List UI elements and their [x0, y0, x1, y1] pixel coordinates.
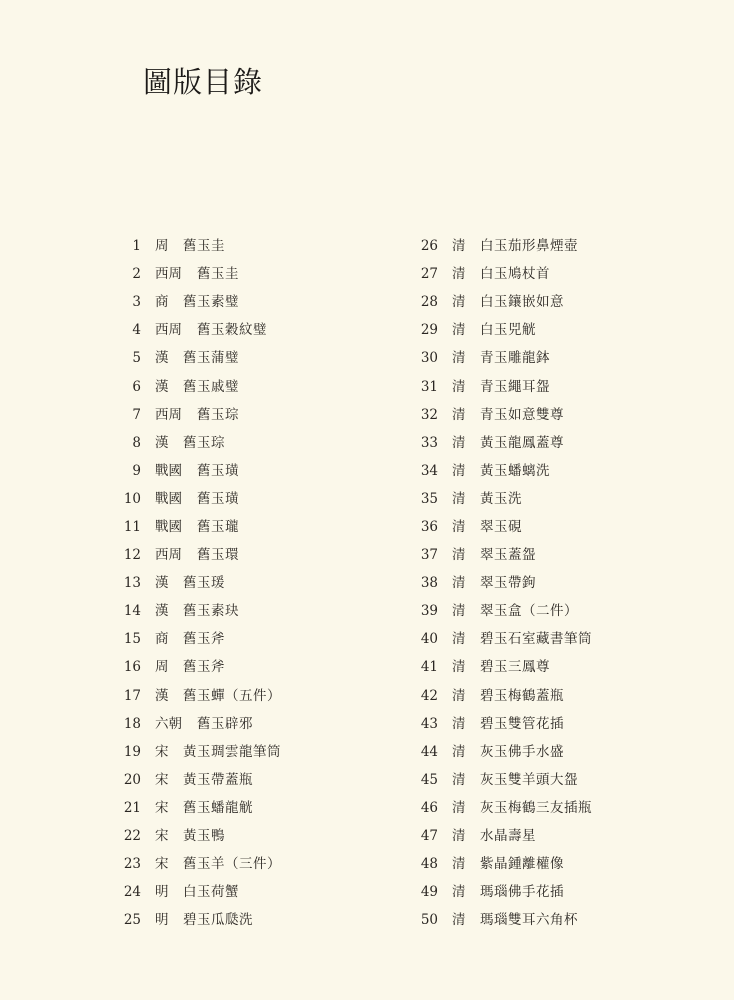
page-title: 圖版目錄	[143, 65, 264, 99]
plate-entry	[100, 401, 400, 429]
plate-dynasty: 清	[452, 884, 466, 901]
plate-title: 舊玉羊（三件）	[183, 856, 281, 873]
plate-entry	[100, 260, 400, 288]
plate-title: 黃玉蟠螭洗	[480, 462, 550, 479]
plate-number: 12	[123, 547, 141, 564]
plate-dynasty: 清	[452, 518, 466, 535]
plate-entry	[100, 232, 400, 260]
plate-dynasty: 漢	[155, 434, 169, 451]
plate-title: 瑪瑙雙耳六角杯	[480, 912, 578, 929]
plate-dynasty: 戰國	[155, 462, 182, 479]
plate-title: 青玉繩耳盌	[480, 378, 550, 395]
plate-entry	[397, 710, 697, 738]
plate-entry	[100, 485, 400, 513]
plate-title: 白玉鑲嵌如意	[480, 294, 564, 311]
plate-entry	[397, 316, 697, 344]
plate-number: 23	[123, 856, 141, 873]
plate-number: 7	[132, 406, 141, 423]
plate-entry	[100, 738, 400, 766]
plate-number: 31	[420, 378, 438, 395]
plate-dynasty: 宋	[155, 828, 169, 845]
plate-entry	[397, 653, 697, 681]
plate-number: 21	[123, 799, 141, 816]
plate-number: 40	[420, 631, 438, 648]
plate-entry	[397, 794, 697, 822]
plate-dynasty: 清	[452, 547, 466, 564]
plate-entry	[100, 682, 400, 710]
plate-title: 舊玉蟬（五件）	[183, 687, 281, 704]
plate-entry	[397, 344, 697, 372]
plate-dynasty: 清	[452, 603, 466, 620]
plate-number: 39	[420, 603, 438, 620]
plate-title: 白玉兕觥	[480, 322, 536, 339]
plate-dynasty: 漢	[155, 687, 169, 704]
plate-number: 50	[420, 912, 438, 929]
plate-title: 舊玉蟠龍觥	[183, 799, 253, 816]
plate-title: 碧玉梅鶴蓋瓶	[480, 687, 564, 704]
plate-title: 舊玉穀紋璧	[197, 322, 267, 339]
plate-dynasty: 清	[452, 434, 466, 451]
plate-number: 47	[420, 828, 438, 845]
plate-dynasty: 周	[155, 659, 169, 676]
plate-entry	[397, 401, 697, 429]
plate-dynasty: 戰國	[155, 490, 182, 507]
plate-dynasty: 宋	[155, 743, 169, 760]
plate-title: 碧玉雙管花插	[480, 715, 564, 732]
plate-dynasty: 漢	[155, 378, 169, 395]
plate-dynasty: 宋	[155, 771, 169, 788]
plate-title: 翠玉硯	[480, 518, 522, 535]
plate-entry	[397, 457, 697, 485]
plate-list-left-column	[100, 232, 400, 934]
plate-dynasty: 明	[155, 884, 169, 901]
plate-dynasty: 清	[452, 687, 466, 704]
plate-entry	[100, 794, 400, 822]
plate-title: 灰玉雙羊頭大盌	[480, 771, 578, 788]
plate-entry	[397, 625, 697, 653]
plate-number: 33	[420, 434, 438, 451]
plate-title: 舊玉斧	[183, 631, 225, 648]
plate-title: 青玉如意雙尊	[480, 406, 564, 423]
plate-dynasty: 商	[155, 631, 169, 648]
plate-title: 黃玉帶蓋瓶	[183, 771, 253, 788]
plate-dynasty: 清	[452, 912, 466, 929]
plate-dynasty: 清	[452, 238, 466, 255]
plate-dynasty: 清	[452, 659, 466, 676]
plate-number: 18	[123, 715, 141, 732]
plate-number: 6	[132, 378, 141, 395]
plate-title: 舊玉素玦	[183, 603, 239, 620]
plate-dynasty: 清	[452, 266, 466, 283]
plate-entry	[397, 541, 697, 569]
plate-dynasty: 西周	[155, 266, 182, 283]
plate-number: 49	[420, 884, 438, 901]
plate-dynasty: 明	[155, 912, 169, 929]
plate-entry	[100, 653, 400, 681]
plate-title: 翠玉帶鉤	[480, 575, 536, 592]
plate-entry	[100, 457, 400, 485]
plate-number: 27	[420, 266, 438, 283]
plate-dynasty: 清	[452, 322, 466, 339]
plate-dynasty: 宋	[155, 856, 169, 873]
plate-title: 舊玉圭	[197, 266, 239, 283]
plate-entry	[397, 372, 697, 400]
plate-number: 22	[123, 828, 141, 845]
plate-dynasty: 清	[452, 350, 466, 367]
plate-title: 碧玉瓜瓞洗	[183, 912, 253, 929]
plate-title: 白玉鳩杖首	[480, 266, 550, 283]
plate-title: 黃玉洗	[480, 490, 522, 507]
plate-number: 14	[123, 603, 141, 620]
plate-title: 舊玉瑗	[183, 575, 225, 592]
plate-dynasty: 清	[452, 771, 466, 788]
plate-dynasty: 漢	[155, 350, 169, 367]
plate-entry	[100, 710, 400, 738]
plate-dynasty: 清	[452, 575, 466, 592]
plate-dynasty: 清	[452, 490, 466, 507]
plate-dynasty: 漢	[155, 575, 169, 592]
plate-dynasty: 清	[452, 378, 466, 395]
plate-title: 白玉茄形鼻煙壺	[480, 238, 578, 255]
plate-title: 舊玉琮	[183, 434, 225, 451]
plate-title: 舊玉瓏	[197, 518, 239, 535]
plate-title: 黃玉鴨	[183, 828, 225, 845]
plate-title: 水晶壽星	[480, 828, 536, 845]
plate-number: 41	[420, 659, 438, 676]
plate-dynasty: 周	[155, 238, 169, 255]
plate-entry	[100, 316, 400, 344]
plate-number: 44	[420, 743, 438, 760]
plate-number: 42	[420, 687, 438, 704]
plate-number: 10	[123, 490, 141, 507]
plate-entry	[397, 429, 697, 457]
plate-entry	[100, 597, 400, 625]
plate-entry	[100, 429, 400, 457]
plate-entry	[100, 541, 400, 569]
plate-dynasty: 清	[452, 743, 466, 760]
plate-number: 5	[132, 350, 141, 367]
plate-number: 17	[123, 687, 141, 704]
plate-entry	[100, 766, 400, 794]
plate-title: 白玉荷蟹	[183, 884, 239, 901]
plate-title: 翠玉盒（二件）	[480, 603, 578, 620]
plate-entry	[100, 569, 400, 597]
plate-dynasty: 西周	[155, 322, 182, 339]
plate-number: 16	[123, 659, 141, 676]
plate-entry	[397, 738, 697, 766]
plate-title: 碧玉石室藏書筆筒	[480, 631, 592, 648]
plate-number: 11	[123, 518, 141, 535]
plate-title: 碧玉三鳳尊	[480, 659, 550, 676]
plate-dynasty: 西周	[155, 547, 182, 564]
plate-number: 30	[420, 350, 438, 367]
plate-number: 46	[420, 799, 438, 816]
plate-title: 黃玉龍鳳蓋尊	[480, 434, 564, 451]
plate-number: 25	[123, 912, 141, 929]
plate-title: 舊玉琮	[197, 406, 239, 423]
plate-entry	[100, 822, 400, 850]
plate-number: 2	[132, 266, 141, 283]
plate-title: 舊玉璜	[197, 490, 239, 507]
plate-number: 32	[420, 406, 438, 423]
plate-dynasty: 戰國	[155, 518, 182, 535]
plate-entry	[397, 232, 697, 260]
plate-title: 舊玉環	[197, 547, 239, 564]
plate-entry	[100, 372, 400, 400]
plate-number: 3	[132, 294, 141, 311]
plate-number: 38	[420, 575, 438, 592]
plate-number: 15	[123, 631, 141, 648]
plate-number: 37	[420, 547, 438, 564]
plate-entry	[397, 850, 697, 878]
plate-number: 26	[420, 238, 438, 255]
plate-title: 翠玉蓋盌	[480, 547, 536, 564]
plate-title: 瑪瑙佛手花插	[480, 884, 564, 901]
plate-title: 舊玉辟邪	[197, 715, 253, 732]
plate-number: 19	[123, 743, 141, 760]
plate-entry	[100, 850, 400, 878]
plate-title: 灰玉佛手水盛	[480, 743, 564, 760]
plate-entry	[397, 766, 697, 794]
plate-entry	[397, 260, 697, 288]
plate-entry	[397, 288, 697, 316]
plate-entry	[397, 906, 697, 934]
plate-dynasty: 商	[155, 294, 169, 311]
plate-number: 13	[123, 575, 141, 592]
plate-number: 43	[420, 715, 438, 732]
plate-number: 20	[123, 771, 141, 788]
plate-dynasty: 清	[452, 856, 466, 873]
plate-entry	[100, 288, 400, 316]
plate-title: 舊玉蒲璧	[183, 350, 239, 367]
plate-dynasty: 清	[452, 715, 466, 732]
plate-title: 灰玉梅鶴三友插瓶	[480, 799, 592, 816]
plate-number: 24	[123, 884, 141, 901]
plate-entry	[397, 513, 697, 541]
plate-number: 9	[132, 462, 141, 479]
plate-entry	[100, 344, 400, 372]
plate-title: 黃玉琱雲龍筆筒	[183, 743, 281, 760]
plate-title: 青玉雕龍鉢	[480, 350, 550, 367]
plate-title: 舊玉戚璧	[183, 378, 239, 395]
plate-entry	[100, 513, 400, 541]
plate-number: 45	[420, 771, 438, 788]
plate-dynasty: 清	[452, 462, 466, 479]
plate-dynasty: 清	[452, 828, 466, 845]
plate-entry	[100, 906, 400, 934]
plate-number: 34	[420, 462, 438, 479]
plate-dynasty: 清	[452, 631, 466, 648]
plate-dynasty: 漢	[155, 603, 169, 620]
plate-list-right-column	[397, 232, 697, 934]
plate-dynasty: 西周	[155, 406, 182, 423]
plate-number: 35	[420, 490, 438, 507]
plate-entry	[100, 625, 400, 653]
plate-dynasty: 宋	[155, 799, 169, 816]
plate-number: 8	[132, 434, 141, 451]
plate-number: 4	[132, 322, 141, 339]
plate-title: 紫晶鍾離權像	[480, 856, 564, 873]
plate-entry	[397, 485, 697, 513]
plate-entry	[397, 569, 697, 597]
plate-number: 36	[420, 518, 438, 535]
plate-number: 28	[420, 294, 438, 311]
plate-entry	[397, 822, 697, 850]
plate-number: 48	[420, 856, 438, 873]
plate-number: 1	[132, 238, 141, 255]
plate-number: 29	[420, 322, 438, 339]
plate-dynasty: 清	[452, 799, 466, 816]
plate-entry	[397, 878, 697, 906]
plate-title: 舊玉圭	[183, 238, 225, 255]
plate-entry	[100, 878, 400, 906]
plate-entry	[397, 597, 697, 625]
plate-dynasty: 六朝	[155, 715, 182, 732]
plate-dynasty: 清	[452, 406, 466, 423]
plate-title: 舊玉璜	[197, 462, 239, 479]
plate-dynasty: 清	[452, 294, 466, 311]
plate-title: 舊玉斧	[183, 659, 225, 676]
plate-title: 舊玉素璧	[183, 294, 239, 311]
plate-entry	[397, 682, 697, 710]
